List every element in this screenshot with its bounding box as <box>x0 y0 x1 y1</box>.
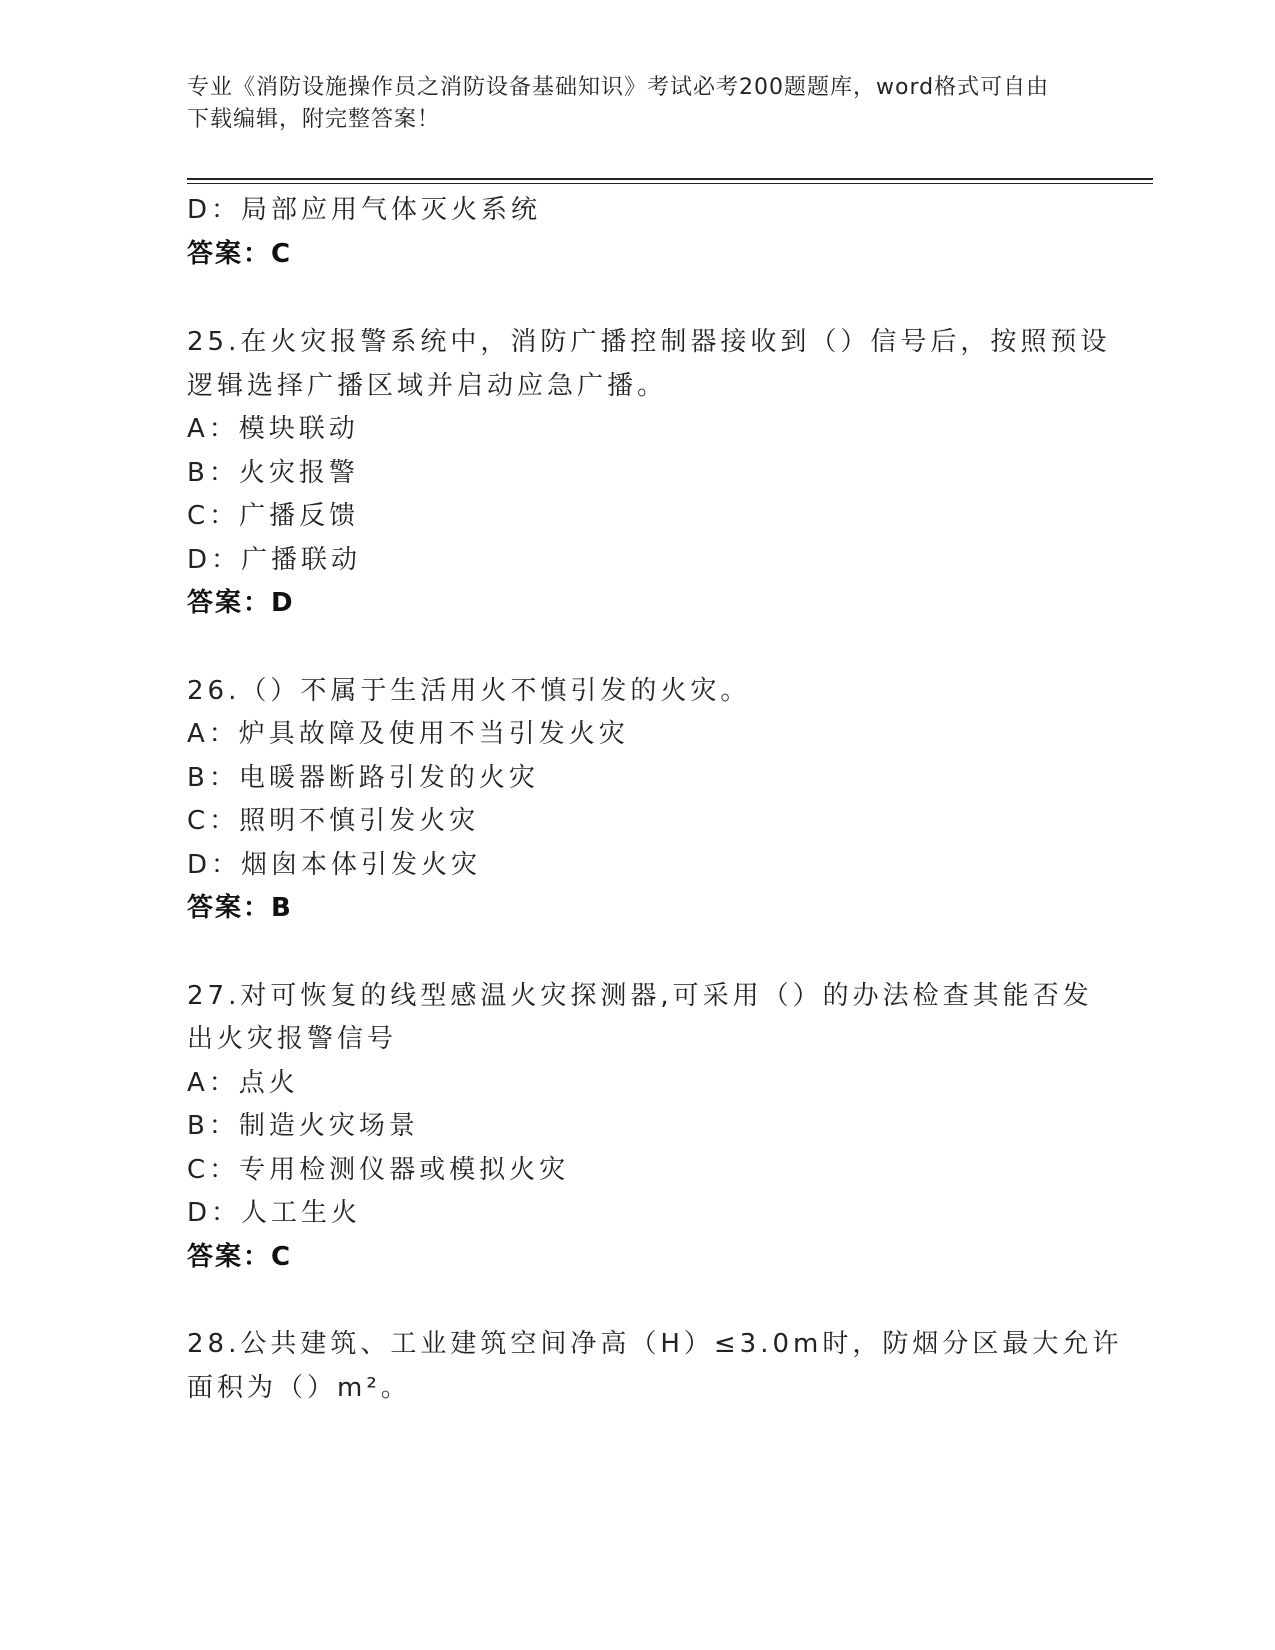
question-line: 逻辑选择广播区域并启动应急广播。 <box>187 371 668 401</box>
answer-line: 答案：D <box>187 588 295 618</box>
question-line: 28.公共建筑、工业建筑空间净高（H）≤3.0m时，防烟分区最大允许 <box>187 1329 1123 1359</box>
question-line: 25.在火灾报警系统中，消防广播控制器接收到（）信号后，按照预设 <box>187 327 1111 357</box>
header-divider-thick <box>187 178 1153 180</box>
question-line: 面积为（）m²。 <box>187 1373 411 1403</box>
option-line: D：广播联动 <box>187 545 362 575</box>
option-line: D：局部应用气体灭火系统 <box>187 195 542 225</box>
option-line: A：点火 <box>187 1068 299 1098</box>
option-line: D：人工生火 <box>187 1198 362 1228</box>
option-line: B：电暖器断路引发的火灾 <box>187 763 539 793</box>
option-line: C：照明不慎引发火灾 <box>187 806 480 836</box>
answer-line: 答案：B <box>187 893 293 923</box>
option-line: A：模块联动 <box>187 414 359 444</box>
option-line: C：专用检测仪器或模拟火灾 <box>187 1155 570 1185</box>
question-line: 27.对可恢复的线型感温火灾探测器,可采用（）的办法检查其能否发 <box>187 981 1093 1011</box>
answer-line: 答案：C <box>187 239 293 269</box>
option-line: D：烟囱本体引发火灾 <box>187 850 482 880</box>
option-line: B：火灾报警 <box>187 458 359 488</box>
option-line: C：广播反馈 <box>187 501 360 531</box>
option-line: A：炉具故障及使用不当引发火灾 <box>187 719 629 749</box>
question-line: 26.（）不属于生活用火不慎引发的火灾。 <box>187 676 751 706</box>
option-line: B：制造火灾场景 <box>187 1111 419 1141</box>
header-divider-thin <box>187 183 1153 184</box>
question-line: 出火灾报警信号 <box>187 1024 398 1054</box>
document-header: 专业《消防设施操作员之消防设备基础知识》考试必考200题题库，word格式可自由下载编辑，附完整答案！ <box>187 75 1050 132</box>
answer-line: 答案：C <box>187 1242 293 1272</box>
